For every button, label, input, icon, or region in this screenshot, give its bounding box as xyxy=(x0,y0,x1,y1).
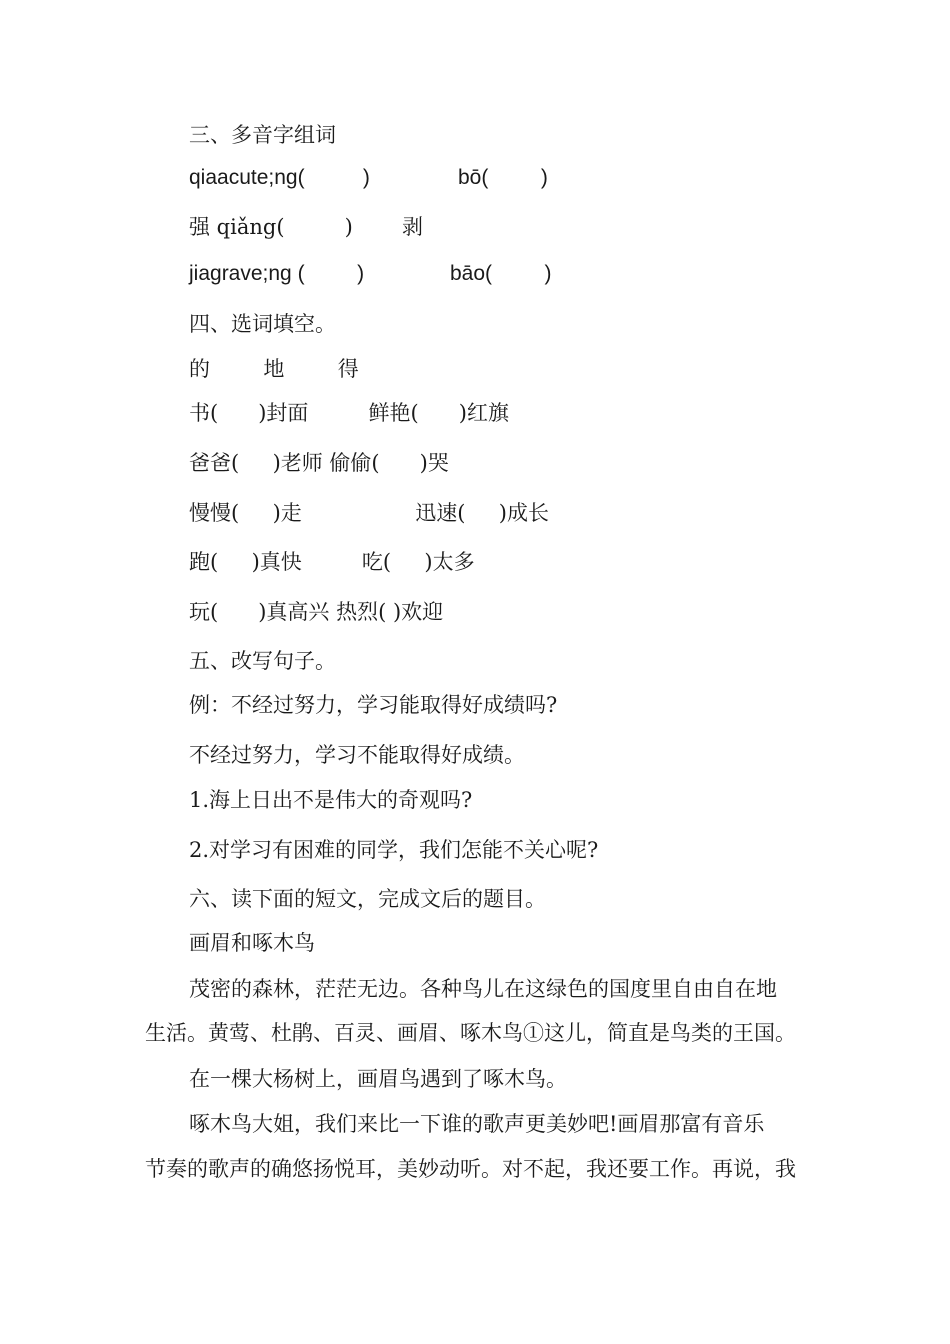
fill-blank-line: 玩( )真高兴 热烈( )欢迎 xyxy=(189,600,444,624)
rewrite-question-2: 2.对学习有困难的同学，我们怎能不关心呢? xyxy=(189,838,599,862)
passage-paragraph-2: 在一棵大杨树上，画眉鸟遇到了啄木鸟。 xyxy=(189,1067,567,1091)
passage-paragraph-1-line-2: 生活。黄莺、杜鹃、百灵、画眉、啄木鸟①这儿，简直是鸟类的王国。 xyxy=(145,1021,796,1045)
example-answer: 不经过努力，学习不能取得好成绩。 xyxy=(189,743,525,767)
section-3-heading: 三、多音字组词 xyxy=(189,123,336,147)
fill-blank-line: 慢慢( )走 迅速( )成长 xyxy=(189,501,550,525)
passage-paragraph-3-line-2: 节奏的歌声的确悠扬悦耳，美妙动听。对不起，我还要工作。再说，我 xyxy=(145,1157,796,1181)
section-5-heading: 五、改写句子。 xyxy=(189,649,336,673)
example-question: 例：不经过努力，学习能取得好成绩吗? xyxy=(189,693,558,717)
rewrite-question-1: 1.海上日出不是伟大的奇观吗? xyxy=(189,788,473,812)
fill-blank-line: 书( )封面 鲜艳( )红旗 xyxy=(189,401,509,425)
word-choices: 的 地 得 xyxy=(189,357,359,381)
polyphone-item-bo-pinyin: bō( ) xyxy=(458,166,548,189)
passage-paragraph-1-line-1: 茂密的森林，茫茫无边。各种鸟儿在这绿色的国度里自由自在地 xyxy=(189,977,777,1001)
section-6-heading: 六、读下面的短文，完成文后的题目。 xyxy=(189,887,546,911)
passage-paragraph-3-line-1: 啄木鸟大姐，我们来比一下谁的歌声更美妙吧!画眉那富有音乐 xyxy=(189,1112,765,1136)
fill-blank-line: 跑( )真快 吃( )太多 xyxy=(189,550,475,574)
polyphone-char-bo: 剥 xyxy=(402,215,423,239)
polyphone-item-bao-pinyin: bāo( ) xyxy=(450,262,552,285)
polyphone-item-qiang-pinyin: qiaacute;ng( ) xyxy=(189,166,370,189)
fill-blank-line: 爸爸( )老师 偷偷( )哭 xyxy=(189,451,449,475)
section-4-heading: 四、选词填空。 xyxy=(189,312,336,336)
passage-title: 画眉和啄木鸟 xyxy=(189,931,315,955)
polyphone-item-qiang3: 强 qiǎng( ) xyxy=(189,215,353,239)
polyphone-item-jiang-pinyin: jiagrave;ng ( ) xyxy=(189,262,365,285)
